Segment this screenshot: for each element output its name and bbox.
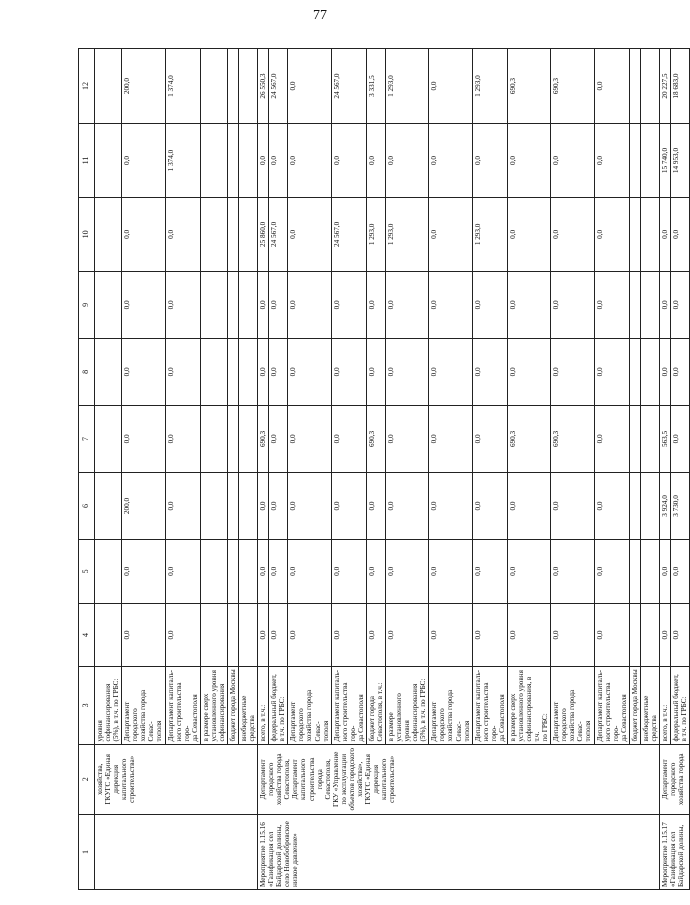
funding-source-cell: Департамент городского хозяйства города Севас- тополя (122, 667, 165, 744)
amount-cell (200, 197, 227, 271)
amount-cell: 0,0 (165, 603, 200, 667)
amount-cell: 0,0 (551, 472, 594, 539)
amount-cell: 0,0 (429, 405, 472, 472)
amount-cell: 0,0 (507, 472, 550, 539)
funding-source-cell: федеральный бюджет, в т.ч. по ГРБС: (269, 667, 288, 744)
rotated-table-container (78, 48, 689, 890)
amount-cell: 0,0 (551, 124, 594, 198)
amount-cell: 690,3 (507, 405, 550, 472)
amount-cell: 0,0 (258, 124, 269, 198)
executor-cell: Департамент городского хозяйства города (659, 744, 689, 814)
amount-cell: 0,0 (429, 197, 472, 271)
amount-cell: 0,0 (429, 271, 472, 338)
funding-source-cell: всего, в т.ч.: (659, 667, 670, 744)
amount-cell: 0,0 (165, 540, 200, 604)
amount-cell: 0,0 (331, 338, 366, 405)
measure-name-cell: Мероприятие 1.15.17 «Газификация сел Байдарской долины, (659, 815, 689, 890)
amount-cell (629, 540, 640, 604)
amount-cell: 0,0 (671, 271, 690, 338)
funding-source-cell: Департамент капиталь- ного строительства горо- да Севастополя (331, 667, 366, 744)
amount-cell: 1 293,0 (386, 197, 429, 271)
funding-source-cell: всего, в т.ч.: (258, 667, 269, 744)
amount-cell: 14 953,0 (671, 124, 690, 198)
amount-cell: 1 374,0 (165, 49, 200, 124)
amount-cell: 0,0 (472, 338, 507, 405)
amount-cell: 1 293,0 (366, 197, 385, 271)
column-number-header: 9 (79, 271, 95, 338)
funding-source-cell: в размере сверх установленного уровня софинансирования (200, 667, 227, 744)
amount-cell (640, 338, 659, 405)
amount-cell: 0,0 (269, 271, 288, 338)
amount-cell: 0,0 (269, 540, 288, 604)
amount-cell: 200,0 (122, 49, 165, 124)
amount-cell: 0,0 (288, 405, 331, 472)
column-number-header: 7 (79, 405, 95, 472)
measure-name-cell: Мероприятие 1.15.16 «Газификация сел Байдарской долины, село Новобобровское низкое давление» (258, 815, 660, 890)
amount-cell: 690,3 (551, 405, 594, 472)
amount-cell (227, 49, 238, 124)
funding-source-cell: Департамент капиталь- ного строительства горо- да Севастополя (165, 667, 200, 744)
amount-cell (640, 603, 659, 667)
amount-cell (227, 338, 238, 405)
amount-cell: 0,0 (386, 405, 429, 472)
amount-cell: 690,3 (551, 49, 594, 124)
amount-cell: 0,0 (472, 271, 507, 338)
amount-cell: 0,0 (288, 540, 331, 604)
amount-cell (95, 197, 122, 271)
amount-cell (200, 49, 227, 124)
funding-source-cell: уровня софинансирования (5%), в т.ч. по ГРБС: (95, 667, 122, 744)
amount-cell (239, 603, 258, 667)
amount-cell: 0,0 (507, 197, 550, 271)
amount-cell: 0,0 (659, 338, 670, 405)
amount-cell: 0,0 (429, 49, 472, 124)
funding-source-cell: в размере установленного уровня софинансирования (5%), в т.ч. по ГРБС: (386, 667, 429, 744)
amount-cell: 0,0 (507, 124, 550, 198)
amount-cell: 0,0 (122, 603, 165, 667)
column-number-header: 4 (79, 603, 95, 667)
amount-cell: 0,0 (258, 271, 269, 338)
funding-source-cell: Департамент капиталь- ного строительства горо- да Севастополя (472, 667, 507, 744)
amount-cell (95, 124, 122, 198)
amount-cell (239, 124, 258, 198)
funding-source-cell: бюджет города Москвы (227, 667, 238, 744)
amount-cell: 0,0 (671, 197, 690, 271)
amount-cell: 24 567,0 (331, 197, 366, 271)
amount-cell (629, 405, 640, 472)
executor-cell: Департамент городского хозяйства города Севастополя, Департамент капитального строительства города Севастополя, ГКУ «Управление по эксплуатации объектов городского хозяйства», ГКУГС «Единая дирекция капитального строительства» (258, 744, 660, 814)
amount-cell: 0,0 (331, 472, 366, 539)
amount-cell: 0,0 (659, 540, 670, 604)
amount-cell: 0,0 (386, 472, 429, 539)
amount-cell: 0,0 (551, 197, 594, 271)
amount-cell: 0,0 (258, 603, 269, 667)
amount-cell: 1 293,0 (472, 49, 507, 124)
amount-cell: 0,0 (366, 540, 385, 604)
amount-cell (239, 338, 258, 405)
amount-cell: 0,0 (122, 124, 165, 198)
amount-cell: 0,0 (429, 603, 472, 667)
amount-cell: 0,0 (258, 472, 269, 539)
table-body (95, 49, 690, 890)
amount-cell: 0,0 (659, 197, 670, 271)
column-number-header: 12 (79, 49, 95, 124)
amount-cell: 0,0 (594, 197, 629, 271)
column-number-header: 3 (79, 667, 95, 744)
amount-cell: 0,0 (594, 603, 629, 667)
amount-cell: 0,0 (269, 472, 288, 539)
amount-cell: 0,0 (269, 405, 288, 472)
amount-cell: 0,0 (331, 603, 366, 667)
amount-cell: 0,0 (269, 603, 288, 667)
amount-cell: 0,0 (331, 405, 366, 472)
measure-name-cell (95, 815, 258, 890)
amount-cell: 18 683,0 (671, 49, 690, 124)
amount-cell: 200,0 (122, 472, 165, 539)
amount-cell: 0,0 (165, 338, 200, 405)
amount-cell (629, 271, 640, 338)
amount-cell: 0,0 (386, 124, 429, 198)
amount-cell (640, 540, 659, 604)
amount-cell (227, 540, 238, 604)
amount-cell: 0,0 (594, 124, 629, 198)
amount-cell: 0,0 (472, 405, 507, 472)
amount-cell: 0,0 (258, 540, 269, 604)
amount-cell: 0,0 (671, 405, 690, 472)
funding-source-cell: внебюджетные средства (239, 667, 258, 744)
amount-cell (640, 472, 659, 539)
amount-cell: 0,0 (594, 271, 629, 338)
amount-cell: 0,0 (429, 124, 472, 198)
amount-cell (200, 472, 227, 539)
amount-cell: 0,0 (386, 271, 429, 338)
funding-source-cell: внебюджетные средства (640, 667, 659, 744)
amount-cell (95, 603, 122, 667)
amount-cell (200, 124, 227, 198)
amount-cell: 0,0 (594, 49, 629, 124)
financing-table (78, 48, 690, 890)
amount-cell: 0,0 (551, 271, 594, 338)
amount-cell (239, 472, 258, 539)
amount-cell: 0,0 (386, 338, 429, 405)
amount-cell: 0,0 (366, 124, 385, 198)
funding-source-cell: Департамент капиталь- ного строительства горо- да Севастополя (594, 667, 629, 744)
amount-cell (239, 271, 258, 338)
funding-source-cell: Департамент городского хозяйства города Севас- тополя (551, 667, 594, 744)
amount-cell: 0,0 (472, 603, 507, 667)
amount-cell (200, 271, 227, 338)
table-row (659, 49, 670, 890)
amount-cell (227, 405, 238, 472)
amount-cell (95, 472, 122, 539)
amount-cell (200, 338, 227, 405)
amount-cell: 0,0 (366, 338, 385, 405)
amount-cell: 0,0 (288, 124, 331, 198)
amount-cell: 0,0 (671, 540, 690, 604)
amount-cell: 0,0 (366, 472, 385, 539)
amount-cell: 0,0 (269, 338, 288, 405)
amount-cell: 0,0 (165, 197, 200, 271)
amount-cell: 0,0 (659, 271, 670, 338)
amount-cell: 1 293,0 (386, 49, 429, 124)
column-number-row (79, 49, 95, 890)
column-number-header: 1 (79, 815, 95, 890)
amount-cell (629, 472, 640, 539)
amount-cell (95, 405, 122, 472)
amount-cell (95, 271, 122, 338)
amount-cell: 25 860,0 (258, 197, 269, 271)
amount-cell (640, 124, 659, 198)
amount-cell (95, 49, 122, 124)
amount-cell: 0,0 (429, 540, 472, 604)
amount-cell (95, 540, 122, 604)
amount-cell: 0,0 (472, 472, 507, 539)
column-number-header: 10 (79, 197, 95, 271)
amount-cell: 0,0 (288, 197, 331, 271)
amount-cell (239, 405, 258, 472)
amount-cell: 0,0 (366, 603, 385, 667)
amount-cell: 0,0 (472, 124, 507, 198)
amount-cell: 0,0 (122, 405, 165, 472)
amount-cell: 0,0 (671, 603, 690, 667)
amount-cell: 0,0 (165, 472, 200, 539)
table-row (258, 49, 269, 890)
amount-cell (640, 197, 659, 271)
amount-cell: 24 567,0 (331, 49, 366, 124)
amount-cell (200, 540, 227, 604)
amount-cell (239, 197, 258, 271)
amount-cell: 0,0 (269, 124, 288, 198)
amount-cell: 0,0 (122, 540, 165, 604)
amount-cell: 0,0 (165, 405, 200, 472)
amount-cell: 24 567,0 (269, 197, 288, 271)
amount-cell: 0,0 (429, 338, 472, 405)
amount-cell: 0,0 (507, 540, 550, 604)
funding-source-cell: Департамент городского хозяйства города Севас- тополя (288, 667, 331, 744)
amount-cell: 1 374,0 (165, 124, 200, 198)
amount-cell: 0,0 (331, 540, 366, 604)
amount-cell: 0,0 (671, 338, 690, 405)
column-number-header: 6 (79, 472, 95, 539)
amount-cell: 0,0 (551, 603, 594, 667)
table-frame (78, 48, 689, 890)
amount-cell: 690,3 (366, 405, 385, 472)
column-number-header: 5 (79, 540, 95, 604)
funding-source-cell: в размере сверх установленного уровня софинансирования, в т.ч. по ГРБС: (507, 667, 550, 744)
amount-cell: 20 227,5 (659, 49, 670, 124)
page-number: 77 (313, 8, 327, 23)
amount-cell: 0,0 (386, 540, 429, 604)
amount-cell: 563,5 (659, 405, 670, 472)
amount-cell (227, 271, 238, 338)
table-row (95, 49, 122, 890)
amount-cell: 0,0 (122, 271, 165, 338)
amount-cell (200, 603, 227, 667)
amount-cell: 0,0 (594, 472, 629, 539)
amount-cell: 0,0 (507, 338, 550, 405)
amount-cell: 0,0 (429, 472, 472, 539)
amount-cell: 0,0 (507, 603, 550, 667)
amount-cell (200, 405, 227, 472)
amount-cell: 0,0 (659, 603, 670, 667)
amount-cell: 0,0 (594, 540, 629, 604)
amount-cell: 0,0 (258, 338, 269, 405)
funding-source-cell: федеральный бюджет, в т.ч. по ГРБС: (671, 667, 690, 744)
amount-cell (629, 338, 640, 405)
amount-cell (629, 124, 640, 198)
funding-source-cell: бюджет города Севастополя, в т.ч.: (366, 667, 385, 744)
amount-cell: 3 331,5 (366, 49, 385, 124)
amount-cell: 0,0 (288, 49, 331, 124)
amount-cell: 24 567,0 (269, 49, 288, 124)
amount-cell: 0,0 (386, 603, 429, 667)
amount-cell: 0,0 (551, 338, 594, 405)
amount-cell (227, 472, 238, 539)
amount-cell (227, 197, 238, 271)
amount-cell: 0,0 (366, 271, 385, 338)
column-number-header: 2 (79, 744, 95, 814)
amount-cell: 0,0 (288, 472, 331, 539)
executor-cell: хозяйства, ГКУГС «Единая дирекция капитального строительства» (95, 744, 258, 814)
funding-source-cell: Департамент городского хозяйства города Севас- тополя (429, 667, 472, 744)
amount-cell: 0,0 (331, 271, 366, 338)
amount-cell (629, 197, 640, 271)
amount-cell: 0,0 (288, 603, 331, 667)
amount-cell: 0,0 (122, 197, 165, 271)
amount-cell: 15 740,0 (659, 124, 670, 198)
amount-cell (239, 540, 258, 604)
amount-cell: 0,0 (288, 271, 331, 338)
amount-cell (95, 338, 122, 405)
amount-cell: 690,3 (507, 49, 550, 124)
amount-cell: 0,0 (594, 338, 629, 405)
amount-cell: 1 293,0 (472, 197, 507, 271)
amount-cell: 0,0 (122, 338, 165, 405)
amount-cell (227, 124, 238, 198)
amount-cell (640, 271, 659, 338)
funding-source-cell: бюджет города Москвы (629, 667, 640, 744)
amount-cell (227, 603, 238, 667)
column-number-header: 8 (79, 338, 95, 405)
amount-cell: 0,0 (507, 271, 550, 338)
amount-cell: 0,0 (551, 540, 594, 604)
amount-cell: 26 550,3 (258, 49, 269, 124)
column-number-header: 11 (79, 124, 95, 198)
amount-cell: 0,0 (288, 338, 331, 405)
amount-cell (629, 603, 640, 667)
amount-cell (239, 49, 258, 124)
amount-cell: 0,0 (594, 405, 629, 472)
amount-cell: 0,0 (165, 271, 200, 338)
amount-cell (640, 49, 659, 124)
amount-cell: 0,0 (472, 540, 507, 604)
amount-cell: 0,0 (331, 124, 366, 198)
amount-cell: 3 730,0 (671, 472, 690, 539)
amount-cell (629, 49, 640, 124)
amount-cell: 690,3 (258, 405, 269, 472)
amount-cell (640, 405, 659, 472)
amount-cell: 3 924,0 (659, 472, 670, 539)
